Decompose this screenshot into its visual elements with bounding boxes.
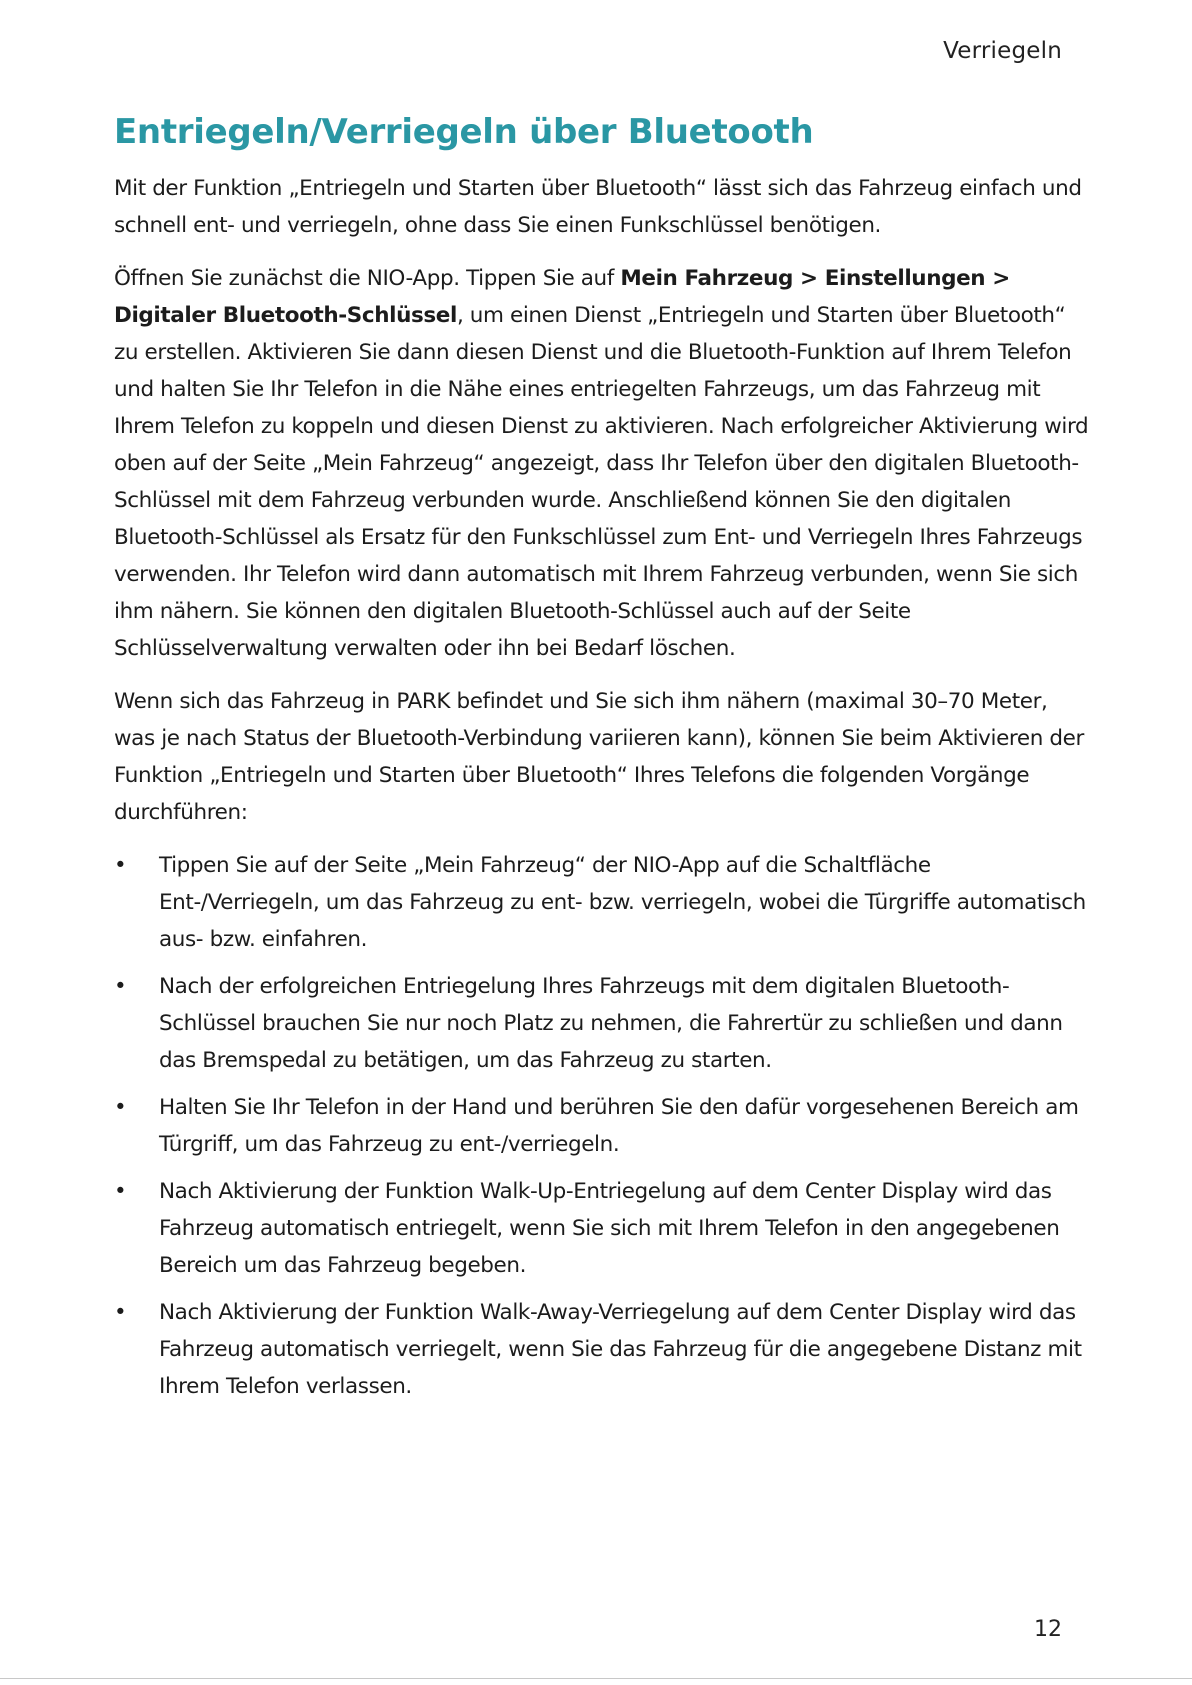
list-item-text: Nach der erfolgreichen Entriegelung Ihres Fahrzeugs mit dem digitalen Bluetooth-Schlüssel brauchen Sie nur noch Platz zu nehmen, die Fahrertür zu schließen und dann das Bremspedal zu betätigen, um das Fahrzeug zu starten. bbox=[159, 974, 1063, 1073]
intro-paragraph: Mit der Funktion „Entriegeln und Starten über Bluetooth“ lässt sich das Fahrzeug einfach und schnell ent- und verriegeln, ohne dass Sie einen Funkschlüssel benötigen. bbox=[114, 176, 1082, 238]
range-paragraph: Wenn sich das Fahrzeug in PARK befindet und Sie sich ihm nähern (maximal 30–70 Meter, was je nach Status der Bluetooth-Verbindung variieren kann), können Sie beim Aktivieren der Funktion „Entriegeln und Starten über Bluetooth“ Ihres Telefons die folgenden Vorgänge durchführen: bbox=[114, 689, 1084, 825]
list-item-text: Halten Sie Ihr Telefon in der Hand und berühren Sie den dafür vorgesehenen Bereich am Türgriff, um das Fahrzeug zu ent-/verriegeln. bbox=[159, 1095, 1079, 1157]
bullet-icon: • bbox=[114, 1179, 127, 1204]
page-content bbox=[114, 112, 1089, 1415]
list-item-text: Nach Aktivierung der Funktion Walk-Away-Verriegelung auf dem Center Display wird das Fahrzeug automatisch verriegelt, wenn Sie das Fahrzeug für die angegebene Distanz mit Ihrem Telefon verlassen. bbox=[159, 1300, 1082, 1399]
section-heading: Entriegeln/Verriegeln über Bluetooth bbox=[114, 112, 814, 152]
list-item-text: Tippen Sie auf der Seite „Mein Fahrzeug“ der NIO-App auf die Schaltfläche Ent-/Verriegeln, um das Fahrzeug zu ent- bzw. verriegeln, wobei die Türgriffe automatisch aus- bzw. einfahren. bbox=[159, 853, 1086, 952]
list-item bbox=[114, 847, 1089, 958]
list-item bbox=[114, 1173, 1089, 1284]
setup-paragraph bbox=[114, 260, 1089, 667]
bullet-icon: • bbox=[114, 853, 127, 878]
operations-list bbox=[114, 847, 1089, 1405]
list-item-text: Nach Aktivierung der Funktion Walk-Up-Entriegelung auf dem Center Display wird das Fahrzeug automatisch entriegelt, wenn Sie sich mit Ihrem Telefon in den angegebenen Bereich um das Fahrzeug begeben. bbox=[159, 1179, 1060, 1278]
bottom-divider bbox=[0, 1678, 1192, 1679]
bullet-icon: • bbox=[114, 974, 127, 999]
running-header: Verriegeln bbox=[943, 38, 1062, 64]
setup-text-start: Öffnen Sie zunächst die NIO-App. Tippen Sie auf bbox=[114, 266, 621, 291]
bullet-icon: • bbox=[114, 1095, 127, 1120]
menu-path: Mein Fahrzeug > Einstellungen > Digitaler Bluetooth-Schlüssel bbox=[114, 266, 1010, 328]
list-item bbox=[114, 968, 1089, 1079]
list-item bbox=[114, 1089, 1089, 1163]
setup-text-end: , um einen Dienst „Entriegeln und Starten über Bluetooth“ zu erstellen. Aktivieren Sie dann diesen Dienst und die Bluetooth-Funktion auf Ihrem Telefon und halten Sie Ihr Telefon in die Nähe eines entriegelten Fahrzeugs, um das Fahrzeug mit Ihrem Telefon zu koppeln und diesen Dienst zu aktivieren. Nach erfolgreicher Aktivierung wird oben auf der Seite „Mein Fahrzeug“ angezeigt, dass Ihr Telefon über den digitalen Bluetooth-Schlüssel mit dem Fahrzeug verbunden wurde. Anschließend können Sie den digitalen Bluetooth-Schlüssel als Ersatz für den Funkschlüssel zum Ent- und Verriegeln Ihres Fahrzeugs verwenden. Ihr Telefon wird dann automatisch mit Ihrem Fahrzeug verbunden, wenn Sie sich ihm nähern. Sie können den digitalen Bluetooth-Schlüssel auch auf der Seite Schlüsselverwaltung verwalten oder ihn bei Bedarf löschen. bbox=[114, 303, 1089, 661]
bullet-icon: • bbox=[114, 1300, 127, 1325]
list-item bbox=[114, 1294, 1089, 1405]
page-number: 12 bbox=[1034, 1617, 1062, 1642]
